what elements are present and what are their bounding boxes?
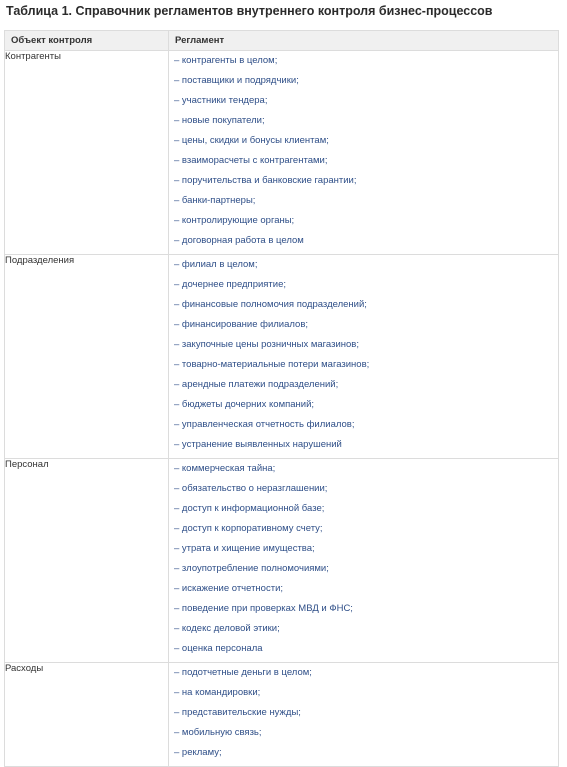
table-row (5, 255, 559, 459)
regulation-link[interactable]: – искажение отчетности; (174, 583, 284, 594)
regulations-table (4, 30, 559, 767)
regulation-list (169, 51, 558, 254)
regulation-cell (169, 459, 559, 663)
regulation-link[interactable]: – новые покупатели; (174, 115, 265, 126)
table-title: Таблица 1. Справочник регламентов внутреннего контроля бизнес-процессов (6, 4, 493, 18)
regulation-link[interactable]: – филиал в целом; (174, 259, 258, 270)
regulation-link[interactable]: – утрата и хищение имущества; (174, 543, 315, 554)
table-row (5, 459, 559, 663)
regulation-link[interactable]: – договорная работа в целом (174, 235, 304, 246)
regulation-link[interactable]: – на командировки; (174, 687, 261, 698)
regulation-link[interactable]: – финансирование филиалов; (174, 319, 309, 330)
object-cell-personnel: Персонал (5, 459, 169, 663)
regulation-link[interactable]: – подотчетные деньги в целом; (174, 667, 312, 678)
regulation-link[interactable]: – рекламу; (174, 747, 222, 758)
regulation-link[interactable]: – злоупотребление полномочиями; (174, 563, 329, 574)
regulation-link[interactable]: – товарно-материальные потери магазинов; (174, 359, 370, 370)
regulation-cell (169, 663, 559, 767)
regulation-link[interactable]: – кодекс деловой этики; (174, 623, 280, 634)
column-header-regulation: Регламент (169, 31, 559, 51)
object-cell-divisions: Подразделения (5, 255, 169, 459)
regulation-link[interactable]: – банки-партнеры; (174, 195, 256, 206)
regulation-link[interactable]: – взаиморасчеты с контрагентами; (174, 155, 328, 166)
regulation-link[interactable]: – коммерческая тайна; (174, 463, 276, 474)
regulation-list (169, 663, 558, 766)
regulation-link[interactable]: – представительские нужды; (174, 707, 301, 718)
object-cell-counterparties: Контрагенты (5, 51, 169, 255)
regulation-link[interactable]: – контролирующие органы; (174, 215, 295, 226)
regulation-link[interactable]: – доступ к информационной базе; (174, 503, 325, 514)
regulation-link[interactable]: – мобильную связь; (174, 727, 262, 738)
regulation-link[interactable]: – поведение при проверках МВД и ФНС; (174, 603, 353, 614)
regulation-link[interactable]: – арендные платежи подразделений; (174, 379, 339, 390)
regulation-link[interactable]: – цены, скидки и бонусы клиентам; (174, 135, 329, 146)
regulation-link[interactable]: – бюджеты дочерних компаний; (174, 399, 315, 410)
regulation-link[interactable]: – доступ к корпоративному счету; (174, 523, 323, 534)
regulation-cell (169, 255, 559, 459)
regulation-cell (169, 51, 559, 255)
object-cell-expenses: Расходы (5, 663, 169, 767)
header-row (5, 31, 559, 51)
regulation-link[interactable]: – обязательство о неразглашении; (174, 483, 328, 494)
regulation-list (169, 459, 558, 662)
regulation-link[interactable]: – поставщики и подрядчики; (174, 75, 299, 86)
table-row (5, 51, 559, 255)
regulation-link[interactable]: – закупочные цены розничных магазинов; (174, 339, 359, 350)
regulation-link[interactable]: – участники тендера; (174, 95, 268, 106)
regulation-link[interactable]: – финансовые полномочия подразделений; (174, 299, 367, 310)
column-header-object: Объект контроля (5, 31, 169, 51)
table-row (5, 663, 559, 767)
regulation-link[interactable]: – поручительства и банковские гарантии; (174, 175, 357, 186)
regulation-list (169, 255, 558, 458)
regulation-link[interactable]: – устранение выявленных нарушений (174, 439, 342, 450)
regulation-link[interactable]: – оценка персонала (174, 643, 263, 654)
regulation-link[interactable]: – дочернее предприятие; (174, 279, 287, 290)
regulation-link[interactable]: – контрагенты в целом; (174, 55, 278, 66)
regulation-link[interactable]: – управленческая отчетность филиалов; (174, 419, 355, 430)
